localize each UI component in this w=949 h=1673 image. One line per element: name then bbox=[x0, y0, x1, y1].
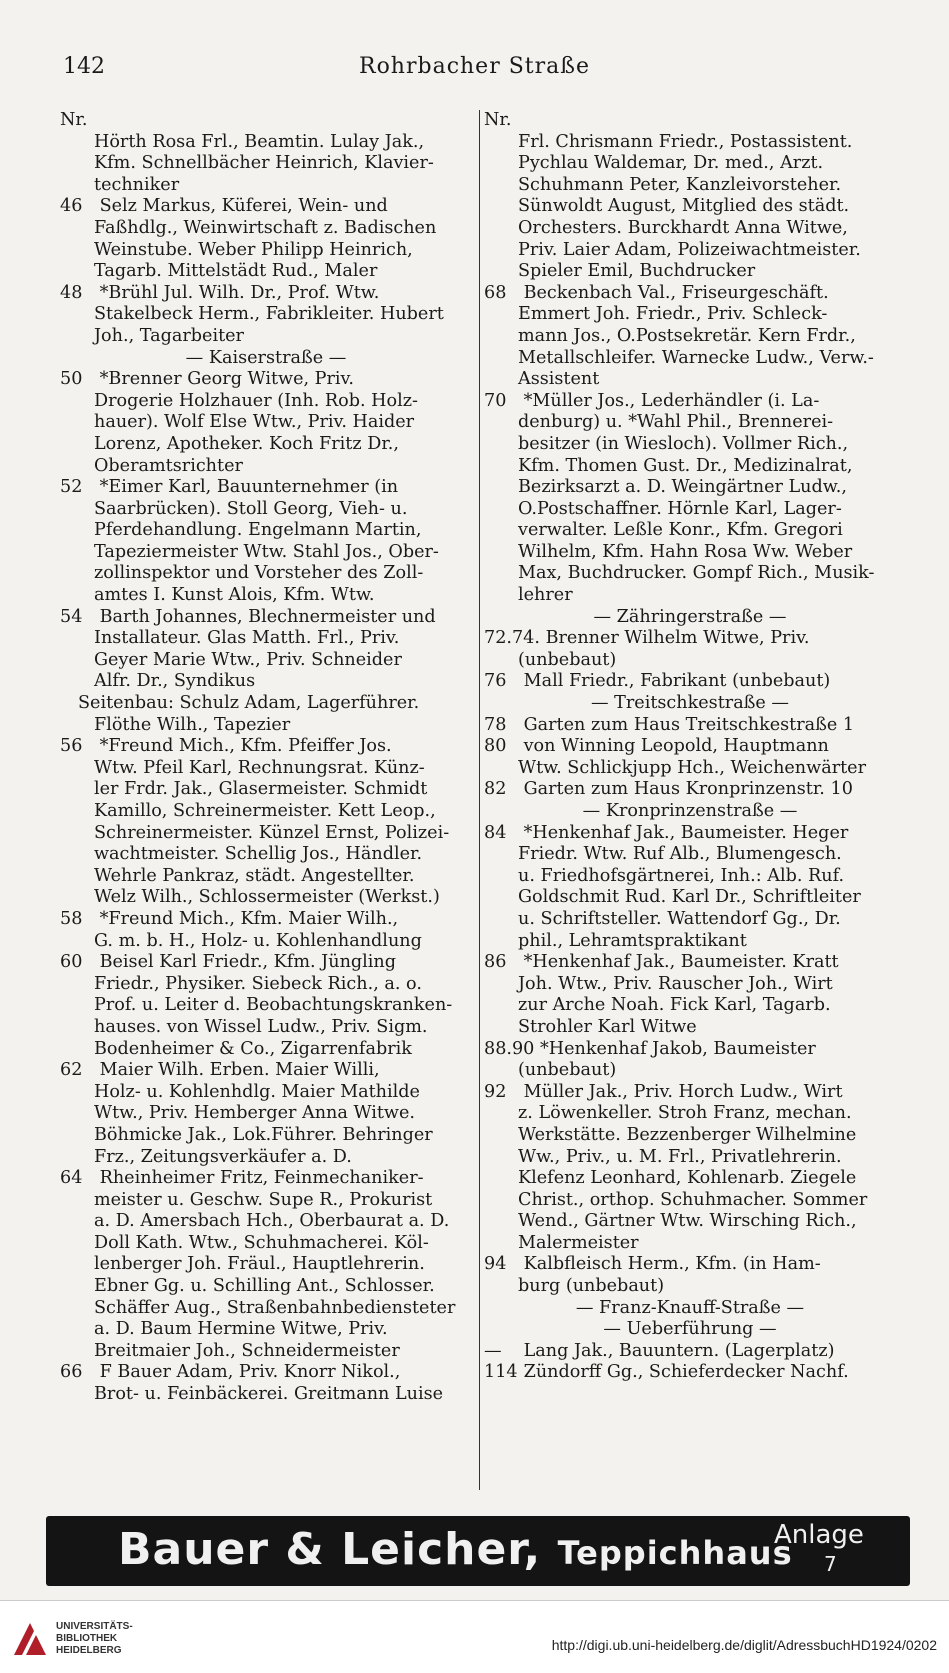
house-number: 68 bbox=[484, 282, 507, 303]
entry-line bbox=[60, 1211, 472, 1233]
entry-line bbox=[60, 1060, 472, 1082]
entry-text: (unbebaut) bbox=[518, 649, 617, 670]
entry-line bbox=[484, 1233, 896, 1255]
entry-text: Prof. u. Leiter d. Beobachtungskranken- bbox=[94, 995, 453, 1016]
ad-brand: Bauer & Leicher, bbox=[118, 1524, 542, 1575]
entry-text: Priv. Laier Adam, Polizeiwachtmeister. bbox=[518, 239, 861, 260]
entry-line bbox=[60, 132, 472, 154]
entry-text: Christ., orthop. Schuhmacher. Sommer bbox=[518, 1189, 868, 1210]
entry-text: Garten zum Haus Treitschkestraße 1 bbox=[523, 714, 855, 735]
entry-text: Welz Wilh., Schlossermeister (Werkst.) bbox=[94, 887, 440, 908]
entry-line bbox=[60, 1233, 472, 1255]
entry-text: Spieler Emil, Buchdrucker bbox=[518, 261, 756, 282]
entry-line bbox=[60, 1341, 472, 1363]
page-title: Rohrbacher Straße bbox=[359, 54, 590, 79]
entry-line bbox=[484, 369, 896, 391]
university-logo-icon bbox=[10, 1619, 50, 1659]
library-name bbox=[56, 1621, 133, 1657]
entry-text: Holz- u. Kohlenhdlg. Maier Mathilde bbox=[94, 1081, 420, 1102]
advertisement-banner bbox=[46, 1516, 910, 1586]
anlage-number: 7 bbox=[824, 1552, 837, 1576]
entry-line bbox=[484, 132, 896, 154]
entry-text: ler Frdr. Jak., Glasermeister. Schmidt bbox=[94, 779, 428, 800]
entry-text: Sünwoldt August, Mitglied des städt. bbox=[518, 196, 850, 217]
entry-text: Joh. Wtw., Priv. Rauscher Joh., Wirt bbox=[518, 973, 833, 994]
entry-line bbox=[484, 196, 896, 218]
entry-text: hauses. von Wissel Ludw., Priv. Sigm. bbox=[94, 1016, 428, 1037]
entry-line bbox=[484, 1341, 896, 1363]
entry-line bbox=[60, 110, 472, 132]
entry-text: Zündorff Gg., Schieferdecker Nachf. bbox=[523, 1362, 849, 1383]
entry-line bbox=[60, 1125, 472, 1147]
entry-line bbox=[484, 175, 896, 197]
entry-line bbox=[60, 909, 472, 931]
entry-text: a. D. Amersbach Hch., Oberbaurat a. D. bbox=[94, 1211, 450, 1232]
entry-text: Werkstätte. Bezzenberger Wilhelmine bbox=[518, 1124, 857, 1145]
entry-text: u. Schriftsteller. Wattendorf Gg., Dr. bbox=[518, 908, 841, 929]
entry-text: Assistent bbox=[518, 369, 600, 390]
entry-text: *Freund Mich., Kfm. Maier Wilh., bbox=[99, 908, 399, 929]
entry-line bbox=[60, 520, 472, 542]
entry-text: Kfm. Schnellbächer Heinrich, Klavier- bbox=[94, 153, 434, 174]
entry-text: amtes I. Kunst Alois, Kfm. Wtw. bbox=[94, 585, 375, 606]
entry-text: Beckenbach Val., Friseurgeschäft. bbox=[523, 282, 829, 303]
entry-text: Orchesters. Burckhardt Anna Witwe, bbox=[518, 217, 848, 238]
entry-text: — Franz-Knauff-Straße — bbox=[575, 1297, 805, 1318]
entry-text: *Freund Mich., Kfm. Pfeiffer Jos. bbox=[99, 736, 392, 757]
entry-text: *Müller Jos., Lederhändler (i. La- bbox=[523, 390, 820, 411]
entry-line bbox=[60, 175, 472, 197]
entry-line bbox=[60, 1039, 472, 1061]
entry-line bbox=[484, 304, 896, 326]
entry-text: — Treitschkestraße — bbox=[590, 693, 790, 714]
entry-line bbox=[484, 283, 896, 305]
house-number: 52 bbox=[60, 477, 83, 498]
house-number: 66 bbox=[60, 1362, 83, 1383]
house-number: 78 bbox=[484, 714, 507, 735]
entry-text: Kalbfleisch Herm., Kfm. (in Ham- bbox=[523, 1254, 821, 1275]
entry-text: mann Jos., O.Postsekretär. Kern Frdr., bbox=[518, 325, 856, 346]
entry-line bbox=[484, 866, 896, 888]
entry-text: zur Arche Noah. Fick Karl, Tagarb. bbox=[518, 995, 831, 1016]
entry-line bbox=[60, 693, 472, 715]
entry-line bbox=[484, 952, 896, 974]
entry-text: Emmert Joh. Friedr., Priv. Schleck- bbox=[518, 304, 828, 325]
entry-line bbox=[60, 1147, 472, 1169]
entry-text: Drogerie Holzhauer (Inh. Rob. Holz- bbox=[94, 390, 418, 411]
entry-text: Oberamtsrichter bbox=[94, 455, 243, 476]
entry-text: Bodenheimer & Co., Zigarrenfabrik bbox=[94, 1038, 412, 1059]
entry-text: Strohler Karl Witwe bbox=[518, 1016, 697, 1037]
entry-line bbox=[60, 326, 472, 348]
entry-line bbox=[60, 607, 472, 629]
source-url[interactable]: http://digi.ub.uni-heidelberg.de/diglit/AdressbuchHD1924/0202 bbox=[551, 1637, 937, 1653]
entry-line bbox=[60, 1190, 472, 1212]
entry-line bbox=[60, 1298, 472, 1320]
entry-text: von Winning Leopold, Hauptmann bbox=[523, 736, 829, 757]
house-number: 54 bbox=[60, 606, 83, 627]
entry-line bbox=[60, 995, 472, 1017]
house-number: 80 bbox=[484, 736, 507, 757]
entry-line bbox=[60, 1103, 472, 1125]
entry-text: *Henkenhaf Jak., Baumeister. Heger bbox=[523, 822, 849, 843]
entry-line bbox=[60, 369, 472, 391]
entry-line bbox=[484, 1211, 896, 1233]
entry-line bbox=[484, 1319, 896, 1341]
entry-line bbox=[484, 758, 896, 780]
entry-line bbox=[484, 1060, 896, 1082]
entry-line bbox=[60, 456, 472, 478]
entry-line bbox=[484, 542, 896, 564]
entry-text: Wtw. Pfeil Karl, Rechnungsrat. Künz- bbox=[94, 757, 425, 778]
entry-line bbox=[60, 974, 472, 996]
house-number: 56 bbox=[60, 736, 83, 757]
entry-line bbox=[60, 477, 472, 499]
entry-text: Schuhmann Peter, Kanzleivorsteher. bbox=[518, 174, 842, 195]
entry-line bbox=[484, 650, 896, 672]
entry-text: F Bauer Adam, Priv. Knorr Nikol., bbox=[99, 1362, 401, 1383]
entry-text: — Zähringerstraße — bbox=[593, 606, 787, 627]
entry-line bbox=[60, 542, 472, 564]
entry-text: Joh., Tagarbeiter bbox=[94, 325, 244, 346]
entry-text: wachtmeister. Schellig Jos., Händler. bbox=[94, 844, 423, 865]
entry-line bbox=[60, 801, 472, 823]
library-line: HEIDELBERG bbox=[56, 1645, 122, 1656]
entry-text: Ww., Priv., u. M. Frl., Privatlehrerin. bbox=[518, 1146, 842, 1167]
entry-line bbox=[484, 801, 896, 823]
entry-text: hauer). Wolf Else Wtw., Priv. Haider bbox=[94, 412, 415, 433]
entry-line bbox=[484, 1298, 896, 1320]
left-column bbox=[60, 110, 472, 1406]
entry-text: Selz Markus, Küferei, Wein- und bbox=[99, 196, 388, 217]
entry-text: *Henkenhaf Jak., Baumeister. Kratt bbox=[523, 952, 839, 973]
entry-text: Max, Buchdrucker. Gompf Rich., Musik- bbox=[518, 563, 875, 584]
entry-line bbox=[60, 844, 472, 866]
entry-text: Weinstube. Weber Philipp Heinrich, bbox=[94, 239, 413, 260]
entry-text: lenberger Joh. Fräul., Hauptlehrerin. bbox=[94, 1254, 425, 1275]
library-line: BIBLIOTHEK bbox=[56, 1633, 118, 1644]
entry-line bbox=[484, 1190, 896, 1212]
entry-text: Breitmaier Joh., Schneidermeister bbox=[94, 1340, 400, 1361]
house-number: 50 bbox=[60, 369, 83, 390]
entry-text: Tagarb. Mittelstädt Rud., Maler bbox=[94, 261, 378, 282]
entry-line bbox=[484, 931, 896, 953]
entry-text: Alfr. Dr., Syndikus bbox=[94, 671, 256, 692]
entry-text: Doll Kath. Wtw., Schuhmacherei. Köl- bbox=[94, 1232, 429, 1253]
entry-text: Stakelbeck Herm., Fabrikleiter. Hubert bbox=[94, 304, 444, 325]
entry-line bbox=[484, 1276, 896, 1298]
entry-text: Bezirksarzt a. D. Weingärtner Ludw., bbox=[518, 477, 847, 498]
entry-line bbox=[60, 1276, 472, 1298]
entry-line bbox=[484, 628, 896, 650]
entry-line bbox=[60, 585, 472, 607]
house-number: 84 bbox=[484, 822, 507, 843]
entry-line bbox=[484, 736, 896, 758]
entry-line bbox=[484, 563, 896, 585]
entry-text: phil., Lehramtspraktikant bbox=[518, 930, 747, 951]
entry-line bbox=[484, 1017, 896, 1039]
entry-text: O.Postschaffner. Hörnle Karl, Lager- bbox=[518, 498, 842, 519]
entry-line bbox=[484, 240, 896, 262]
entry-text: Hörth Rosa Frl., Beamtin. Lulay Jak., bbox=[94, 131, 425, 152]
entry-line bbox=[484, 909, 896, 931]
entry-line bbox=[484, 153, 896, 175]
entry-line bbox=[484, 218, 896, 240]
house-number: 46 bbox=[60, 196, 83, 217]
entry-line bbox=[484, 1039, 896, 1061]
entry-text: Seitenbau: Schulz Adam, Lagerführer. bbox=[78, 693, 420, 714]
entry-line bbox=[484, 456, 896, 478]
entry-line bbox=[60, 434, 472, 456]
entry-text: Garten zum Haus Kronprinzenstr. 10 bbox=[523, 779, 853, 800]
house-number: 64 bbox=[60, 1168, 83, 1189]
entry-line bbox=[60, 887, 472, 909]
entry-text: Wtw., Priv. Hemberger Anna Witwe. bbox=[94, 1103, 415, 1124]
entry-text: Lang Jak., Bauuntern. (Lagerplatz) bbox=[523, 1340, 835, 1361]
entry-line bbox=[484, 585, 896, 607]
entry-line bbox=[60, 348, 472, 370]
entry-text: Geyer Marie Wtw., Priv. Schneider bbox=[94, 649, 402, 670]
entry-line bbox=[60, 218, 472, 240]
house-number: 70 bbox=[484, 390, 507, 411]
entry-text: — Kaiserstraße — bbox=[185, 347, 347, 368]
entry-line bbox=[484, 1082, 896, 1104]
entry-line bbox=[484, 261, 896, 283]
entry-line bbox=[60, 240, 472, 262]
entry-text: Maier Wilh. Erben. Maier Willi, bbox=[99, 1060, 380, 1081]
house-number: 92 bbox=[484, 1081, 507, 1102]
entry-text: Müller Jak., Priv. Horch Ludw., Wirt bbox=[523, 1081, 843, 1102]
entry-text: Wehrle Pankraz, städt. Angestellter. bbox=[94, 865, 415, 886]
column-divider bbox=[479, 110, 480, 1490]
house-number: 94 bbox=[484, 1254, 507, 1275]
entry-text: burg (unbebaut) bbox=[518, 1276, 665, 1297]
entry-line bbox=[484, 110, 896, 132]
entry-text: *Eimer Karl, Bauunternehmer (in bbox=[99, 477, 399, 498]
entry-text: denburg) u. *Wahl Phil., Brennerei- bbox=[518, 412, 834, 433]
entry-text: Wilhelm, Kfm. Hahn Rosa Ww. Weber bbox=[518, 541, 853, 562]
entry-text: Malermeister bbox=[518, 1232, 639, 1253]
entry-line bbox=[60, 866, 472, 888]
entry-text: Friedr., Physiker. Siebeck Rich., a. o. bbox=[94, 973, 422, 994]
entry-line bbox=[484, 844, 896, 866]
entry-text: Mall Friedr., Fabrikant (unbebaut) bbox=[523, 671, 831, 692]
entry-line bbox=[484, 412, 896, 434]
entry-line bbox=[484, 499, 896, 521]
ad-tagline: Teppichhaus bbox=[557, 1534, 793, 1572]
ad-text bbox=[118, 1524, 793, 1575]
house-number: 72.74. bbox=[484, 628, 540, 649]
entry-text: Saarbrücken). Stoll Georg, Vieh- u. bbox=[94, 498, 408, 519]
entry-line bbox=[484, 434, 896, 456]
house-number: — bbox=[484, 1340, 502, 1361]
entry-text: Klefenz Leonhard, Kohlenarb. Ziegele bbox=[518, 1168, 857, 1189]
entry-line bbox=[60, 1082, 472, 1104]
house-number: 114 bbox=[484, 1362, 518, 1383]
entry-line bbox=[484, 693, 896, 715]
entry-line bbox=[484, 715, 896, 737]
entry-text: — Ueberführung — bbox=[603, 1319, 777, 1340]
entry-line bbox=[60, 931, 472, 953]
entry-text: Flöthe Wilh., Tapezier bbox=[94, 714, 291, 735]
entry-line bbox=[484, 520, 896, 542]
entry-text: Metallschleifer. Warnecke Ludw., Verw.- bbox=[518, 347, 874, 368]
entry-line bbox=[60, 628, 472, 650]
entry-line bbox=[484, 1147, 896, 1169]
entry-line bbox=[60, 304, 472, 326]
entry-text: Ebner Gg. u. Schilling Ant., Schlosser. bbox=[94, 1276, 435, 1297]
anlage-label: Anlage bbox=[774, 1520, 864, 1550]
entry-text: verwalter. Leßle Konr., Kfm. Gregori bbox=[518, 520, 843, 541]
entry-line bbox=[484, 1362, 896, 1384]
entry-line bbox=[484, 1254, 896, 1276]
entry-line bbox=[60, 736, 472, 758]
entry-text: Brot- u. Feinbäckerei. Greitmann Luise bbox=[94, 1384, 444, 1405]
entry-line bbox=[60, 1319, 472, 1341]
entry-line bbox=[60, 261, 472, 283]
entry-line bbox=[60, 563, 472, 585]
entry-text: — Kronprinzenstraße — bbox=[582, 801, 798, 821]
entry-text: G. m. b. H., Holz- u. Kohlenhandlung bbox=[94, 930, 422, 951]
entry-line bbox=[60, 196, 472, 218]
entry-line bbox=[484, 477, 896, 499]
entry-line bbox=[60, 715, 472, 737]
page-header bbox=[0, 54, 949, 86]
entry-text: Barth Johannes, Blechnermeister und bbox=[99, 606, 436, 627]
house-number: 60 bbox=[60, 952, 83, 973]
entry-text: Schäffer Aug., Straßenbahnbediensteter bbox=[94, 1297, 456, 1318]
entry-text: a. D. Baum Hermine Witwe, Priv. bbox=[94, 1319, 388, 1340]
entry-line bbox=[60, 650, 472, 672]
entry-text: *Henkenhaf Jakob, Baumeister bbox=[539, 1038, 816, 1059]
entry-text: Beisel Karl Friedr., Kfm. Jüngling bbox=[99, 952, 397, 973]
entry-text: techniker bbox=[94, 174, 180, 195]
entry-text: lehrer bbox=[518, 585, 573, 606]
house-number: 86 bbox=[484, 952, 507, 973]
house-number: 82 bbox=[484, 779, 507, 800]
entry-line bbox=[484, 887, 896, 909]
entry-text: Rheinheimer Fritz, Feinmechaniker- bbox=[99, 1168, 424, 1189]
house-number: 76 bbox=[484, 671, 507, 692]
entry-text: Installateur. Glas Matth. Frl., Priv. bbox=[94, 628, 400, 649]
library-line: UNIVERSITÄTS- bbox=[56, 1621, 133, 1632]
entry-line bbox=[60, 1362, 472, 1384]
entry-line bbox=[484, 671, 896, 693]
entry-line bbox=[60, 779, 472, 801]
house-number: 58 bbox=[60, 908, 83, 929]
house-number: 62 bbox=[60, 1060, 83, 1081]
entry-line bbox=[484, 974, 896, 996]
entry-text: Frl. Chrismann Friedr., Postassistent. bbox=[518, 131, 853, 152]
entry-text: Kfm. Thomen Gust. Dr., Medizinalrat, bbox=[518, 455, 853, 476]
entry-line bbox=[484, 995, 896, 1017]
entry-line bbox=[60, 823, 472, 845]
house-number: Nr. bbox=[60, 110, 88, 130]
house-number: 48 bbox=[60, 282, 83, 303]
entry-text: Wtw. Schlickjupp Hch., Weichenwärter bbox=[518, 757, 866, 778]
entry-text: Lorenz, Apotheker. Koch Fritz Dr., bbox=[94, 433, 399, 454]
entry-text: Pychlau Waldemar, Dr. med., Arzt. bbox=[518, 153, 824, 174]
entry-line bbox=[60, 1384, 472, 1406]
entry-line bbox=[484, 1103, 896, 1125]
house-number: Nr. bbox=[484, 110, 512, 130]
entry-text: Pferdehandlung. Engelmann Martin, bbox=[94, 520, 422, 541]
entry-text: Tapeziermeister Wtw. Stahl Jos., Ober- bbox=[94, 541, 439, 562]
entry-text: Brenner Wilhelm Witwe, Priv. bbox=[545, 628, 810, 649]
entry-line bbox=[60, 412, 472, 434]
entry-line bbox=[60, 283, 472, 305]
entry-line bbox=[484, 779, 896, 801]
right-column bbox=[484, 110, 896, 1384]
entry-line bbox=[484, 391, 896, 413]
footer-bar bbox=[0, 1600, 949, 1673]
entry-line bbox=[60, 499, 472, 521]
entry-text: (unbebaut) bbox=[518, 1060, 617, 1081]
entry-line bbox=[484, 1168, 896, 1190]
entry-text: besitzer (in Wiesloch). Vollmer Rich., bbox=[518, 433, 849, 454]
entry-line bbox=[60, 1017, 472, 1039]
entry-text: Wend., Gärtner Wtw. Wirsching Rich., bbox=[518, 1211, 857, 1232]
entry-line bbox=[60, 1168, 472, 1190]
entry-line bbox=[484, 326, 896, 348]
entry-text: *Brenner Georg Witwe, Priv. bbox=[99, 369, 354, 390]
entry-text: zollinspektor und Vorsteher des Zoll- bbox=[94, 563, 424, 584]
entry-text: Frz., Zeitungsverkäufer a. D. bbox=[94, 1146, 352, 1167]
entry-line bbox=[60, 391, 472, 413]
entry-text: meister u. Geschw. Supe R., Prokurist bbox=[94, 1189, 433, 1210]
entry-line bbox=[484, 823, 896, 845]
entry-line bbox=[484, 607, 896, 629]
entry-line bbox=[484, 348, 896, 370]
entry-text: z. Löwenkeller. Stroh Franz, mechan. bbox=[518, 1103, 852, 1124]
entry-line bbox=[60, 952, 472, 974]
entry-text: Friedr. Wtw. Ruf Alb., Blumengesch. bbox=[518, 844, 842, 865]
entry-line bbox=[60, 758, 472, 780]
entry-text: Goldschmit Rud. Karl Dr., Schriftleiter bbox=[518, 887, 861, 908]
entry-text: Kamillo, Schreinermeister. Kett Leop., bbox=[94, 801, 436, 821]
house-number: 88.90 bbox=[484, 1038, 535, 1059]
entry-text: Böhmicke Jak., Lok.Führer. Behringer bbox=[94, 1124, 433, 1145]
entry-text: Faßhdlg., Weinwirtschaft z. Badischen bbox=[94, 217, 437, 238]
entry-text: u. Friedhofsgärtnerei, Inh.: Alb. Ruf. bbox=[518, 865, 845, 886]
entry-line bbox=[60, 153, 472, 175]
entry-text: *Brühl Jul. Wilh. Dr., Prof. Wtw. bbox=[99, 282, 380, 303]
entry-line bbox=[60, 1254, 472, 1276]
entry-line bbox=[484, 1125, 896, 1147]
entry-text: Schreinermeister. Künzel Ernst, Polizei- bbox=[94, 822, 450, 843]
entry-line bbox=[60, 671, 472, 693]
page-number: 142 bbox=[63, 54, 105, 79]
